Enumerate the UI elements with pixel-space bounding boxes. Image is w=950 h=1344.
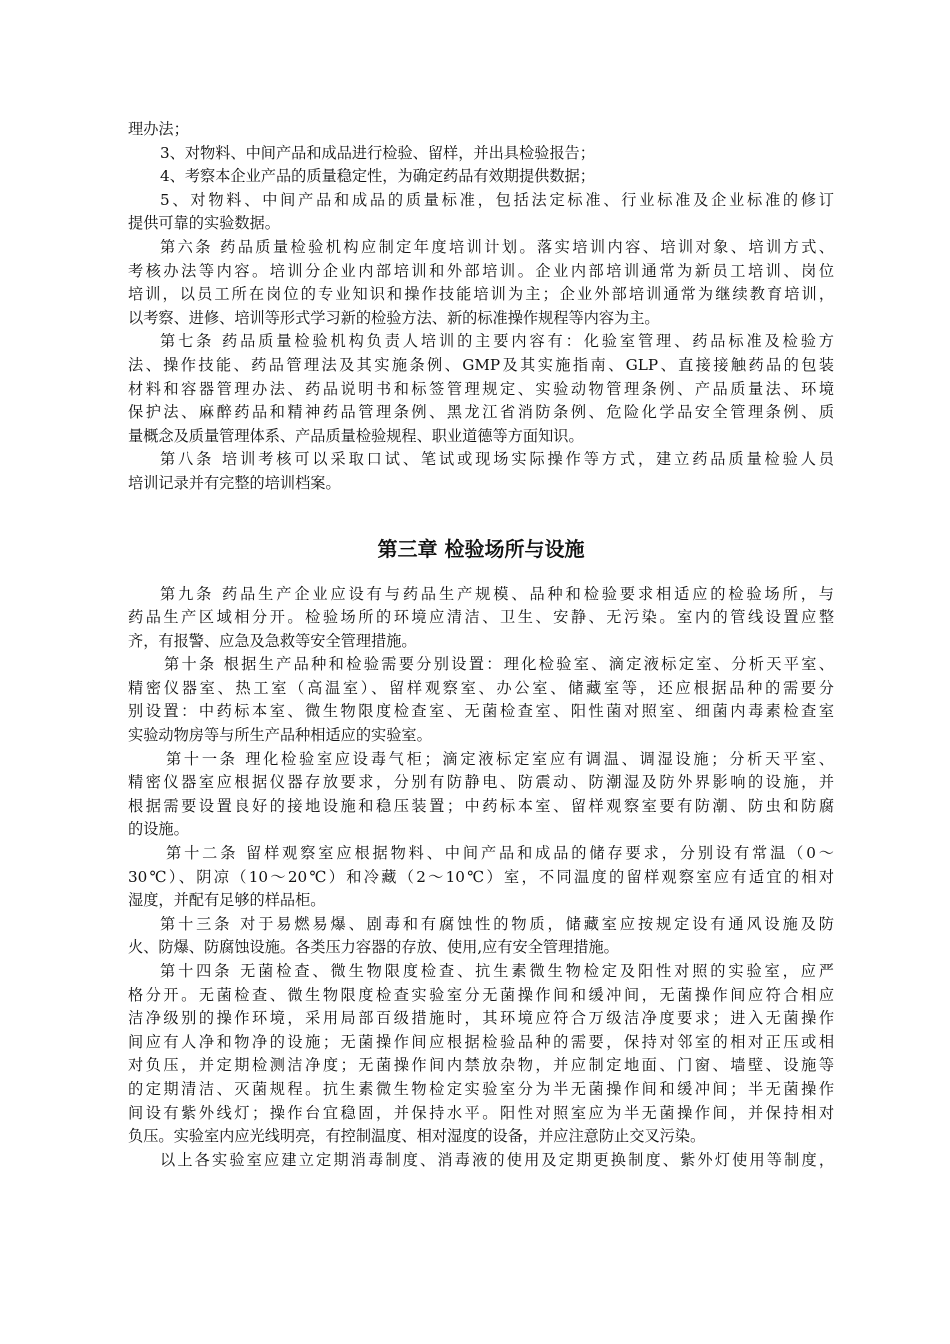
text-line: 以考察、进修、培训等形式学习新的检验方法、新的标准操作规程等内容为主。	[128, 308, 660, 327]
text-line: 以上各实验室应建立定期消毒制度、消毒液的使用及定期更换制度、紫外灯使用等制度，	[160, 1150, 834, 1169]
text-line: 30℃）、阴凉（10～20℃）和冷藏（2～10℃）室，不同温度的留样观察室应有适宜的相对	[128, 867, 834, 886]
article-7	[128, 330, 834, 448]
text-line: 湿度，并配有足够的样品柜。	[128, 891, 326, 910]
final-paragraph	[128, 1149, 834, 1173]
text-line: 火、防爆、防腐蚀设施。各类压力容器的存放、使用,应有安全管理措施。	[128, 938, 619, 957]
text-line: 第十二条 留样观察室应根据物料、中间产品和成品的储存要求，分别设有常温（0～	[166, 844, 834, 863]
text-line: 别设置：中药标本室、微生物限度检查室、无菌检查室、阳性菌对照室、细菌内毒素检查室	[128, 702, 834, 721]
article-12	[128, 842, 834, 913]
text-line: 培训，以员工所在岗位的专业知识和操作技能培训为主；企业外部培训通常为继续教育培训，	[128, 285, 834, 304]
text-line: 理办法；	[128, 120, 189, 138]
text-line: 第八条 培训考核可以采取口试、笔试或现场实际操作等方式，建立药品质量检验人员	[160, 450, 834, 469]
text-line: 间设有紫外线灯；操作台宜稳固，并保持水平。阳性对照室应为半无菌操作间，并保持相对	[128, 1103, 834, 1122]
text-line: 法、操作技能、药品管理法及其实施条例、GMP及其实施指南、GLP、直接接触药品的包装	[128, 355, 834, 374]
text-line: 格分开。无菌检查、微生物限度检查实验室分无菌操作间和缓冲间，无菌操作间应符合相应	[128, 985, 834, 1004]
text-line: 精密仪器室、热工室（高温室）、留样观察室、办公室、储藏室等，还应根据品种的需要分	[128, 678, 834, 697]
text-line: 根据需要设置良好的接地设施和稳压装置；中药标本室、留样观察室要有防潮、防虫和防腐	[128, 796, 834, 815]
text-line: 保护法、麻醉药品和精神药品管理条例、黑龙江省消防条例、危险化学品安全管理条例、质	[128, 403, 834, 422]
text-line: 提供可靠的实验数据。	[128, 214, 280, 233]
article-9	[128, 583, 834, 654]
text-line: 培训记录并有完整的培训档案。	[128, 473, 341, 492]
text-line: 量概念及质量管理体系、产品质量检验规程、职业道德等方面知识。	[128, 426, 584, 445]
text-line: 对负压，并定期检测洁净度；无菌操作间内禁放杂物，并应制定地面、门窗、墙壁、设施等	[128, 1056, 834, 1075]
article-14	[128, 960, 834, 1149]
text-line: 的定期清洁、灭菌规程。抗生素微生物检定实验室分为半无菌操作间和缓冲间；半无菌操作	[128, 1079, 834, 1098]
text-line: 间应有人净和物净的设施；无菌操作间应根据检验品种的需要，保持对邻室的相对正压或相	[128, 1032, 834, 1051]
text-line: 齐，有报警、应急及急救等安全管理措施。	[128, 631, 417, 650]
text-line: 洁净级别的操作环境，采用局部百级措施时，其环境应符合万级洁净度要求；进入无菌操作	[128, 1009, 834, 1028]
text-line: 第七条 药品质量检验机构负责人培训的主要内容有：化验室管理、药品标准及检验方	[160, 332, 834, 351]
text-line: 考核办法等内容。培训分企业内部培训和外部培训。企业内部培训通常为新员工培训、岗位	[128, 261, 834, 280]
text-line: 负压。实验室内应光线明亮，有控制温度、相对湿度的设备，并应注意防止交叉污染。	[128, 1127, 706, 1146]
intro-section	[128, 118, 834, 236]
text-line: 药品生产区域相分开。检验场所的环境应清洁、卫生、安静、无污染。室内的管线设置应整	[128, 608, 834, 627]
article-8	[128, 448, 834, 495]
list-item-3: 3、对物料、中间产品和成品进行检验、留样，并出具检验报告；	[160, 143, 595, 162]
text-line: 第十一条 理化检验室应设毒气柜；滴定液标定室应有调温、调湿设施；分析天平室、	[166, 749, 834, 768]
article-10	[128, 653, 834, 747]
list-item-5: 5、对物料、中间产品和成品的质量标准，包括法定标准、行业标准及企业标准的修订	[160, 190, 834, 209]
document-page	[128, 118, 834, 1172]
article-11	[128, 748, 834, 842]
text-line: 第六条 药品质量检验机构应制定年度培训计划。落实培训内容、培训对象、培训方式、	[160, 237, 834, 256]
text-line: 第十条 根据生产品种和检验需要分别设置：理化检验室、滴定液标定室、分析天平室、	[164, 655, 834, 674]
text-line: 的设施。	[128, 820, 189, 839]
text-line: 第十四条 无菌检查、微生物限度检查、抗生素微生物检定及阳性对照的实验室，应严	[160, 962, 834, 980]
text-line: 精密仪器室应根据仪器存放要求，分别有防静电、防震动、防潮湿及防外界影响的设施，并	[128, 773, 834, 792]
text-line: 第九条 药品生产企业应设有与药品生产规模、品种和检验要求相适应的检验场所，与	[160, 584, 834, 603]
chapter-heading: 第三章 检验场所与设施	[377, 536, 585, 561]
text-line: 第十三条 对于易燃易爆、剧毒和有腐蚀性的物质，储藏室应按规定设有通风设施及防	[160, 914, 834, 933]
article-13	[128, 913, 834, 960]
text-line: 实验动物房等与所生产品种相适应的实验室。	[128, 726, 432, 745]
article-6	[128, 236, 834, 330]
text-line: 材料和容器管理办法、药品说明书和标签管理规定、实验动物管理条例、产品质量法、环境	[128, 379, 834, 398]
list-item-4: 4、考察本企业产品的质量稳定性，为确定药品有效期提供数据；	[160, 167, 595, 186]
